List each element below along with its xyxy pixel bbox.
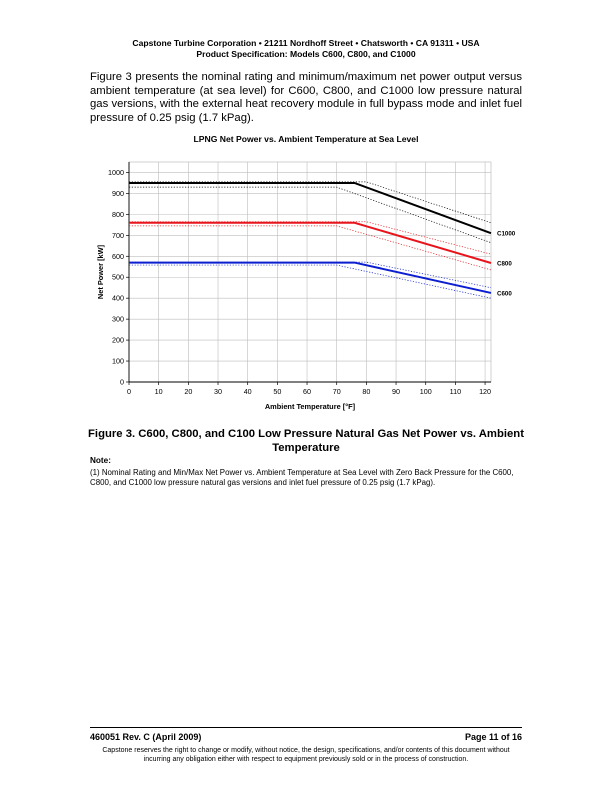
c1000-series-label: C1000 xyxy=(497,230,516,238)
x-tick-label: 30 xyxy=(214,387,223,396)
c600-series-label: C600 xyxy=(497,290,512,298)
c800-nominal-line xyxy=(129,223,491,263)
x-tick-label: 40 xyxy=(243,387,252,396)
x-tick-label: 0 xyxy=(127,387,131,396)
footer-disclaimer: Capstone reserves the right to change or modify, without notice, the design, specifications, and/or contents of this document without incurring any obligation either with respect to equipment previously sold or in the process of construction. xyxy=(102,747,510,763)
intro-paragraph: Figure 3 presents the nominal rating and minimum/maximum net power output versus ambient temperature (at sea level) for C600, C800, and C1000 low pressure natural gas versions, with the external heat recovery module in full bypass mode and inlet fuel pressure of 0.25 psig (1.7 kPag). xyxy=(90,71,522,124)
x-tick-label: 80 xyxy=(362,387,371,396)
series-labels xyxy=(497,231,516,298)
y-tick-label: 400 xyxy=(112,293,124,303)
y-tick-label: 300 xyxy=(112,314,124,324)
c600-nominal-line xyxy=(129,263,491,293)
y-tick-label: 0 xyxy=(120,377,124,387)
y-tick-label: 800 xyxy=(112,209,124,219)
y-tick-label: 900 xyxy=(112,188,124,198)
chart-title: LPNG Net Power vs. Ambient Temperature at Sea Level xyxy=(193,134,419,144)
gridlines xyxy=(129,162,491,382)
y-tick-label: 200 xyxy=(112,335,124,345)
y-tick-label: 600 xyxy=(112,251,124,261)
footer-rule xyxy=(90,727,522,728)
note-text: (1) Nominal Rating and Min/Max Net Power vs. Ambient Temperature at Sea Level with Zero Back Pressure for the C600, C800, and C1000 low pressure natural gas versions and inlet fuel pressure of 0.25 psig (1.7 kPag). xyxy=(90,468,514,488)
x-tick-label: 120 xyxy=(479,387,492,396)
c600-max-line xyxy=(129,262,491,288)
c1000-max-line xyxy=(129,182,491,223)
y-tick-label: 700 xyxy=(112,230,124,240)
figure-caption: Figure 3. C600, C800, and C100 Low Pressure Natural Gas Net Power vs. Ambient Temperature xyxy=(88,428,524,454)
x-tick-label: 110 xyxy=(449,387,462,396)
c800-max-line xyxy=(129,222,491,254)
header-company-line: Capstone Turbine Corporation • 21211 Nordhoff Street • Chatsworth • CA 91311 • USA xyxy=(132,38,480,48)
y-tick-label: 500 xyxy=(112,272,124,282)
y-axis-label: Net Power [kW] xyxy=(96,244,105,300)
series xyxy=(129,182,491,298)
x-tick-label: 70 xyxy=(332,387,341,396)
note-heading: Note: xyxy=(90,456,111,465)
x-tick-label: 100 xyxy=(419,387,432,396)
header-spec-line: Product Specification: Models C600, C800, and C1000 xyxy=(196,49,416,59)
footer-doc-id: 460051 Rev. C (April 2009) xyxy=(90,732,202,742)
c1000-min-line xyxy=(129,187,491,243)
footer-page-number: Page 11 of 16 xyxy=(464,732,522,742)
c800-series-label: C800 xyxy=(497,260,512,268)
y-tick-label: 1000 xyxy=(108,167,124,177)
x-tick-label: 20 xyxy=(184,387,193,396)
y-tick-label: 100 xyxy=(112,356,124,366)
x-tick-label: 90 xyxy=(392,387,401,396)
x-tick-label: 10 xyxy=(154,387,163,396)
x-axis-label: Ambient Temperature [°F] xyxy=(264,402,356,411)
plot-area-frame xyxy=(129,162,491,382)
x-tick-label: 50 xyxy=(273,387,282,396)
x-tick-label: 60 xyxy=(303,387,312,396)
